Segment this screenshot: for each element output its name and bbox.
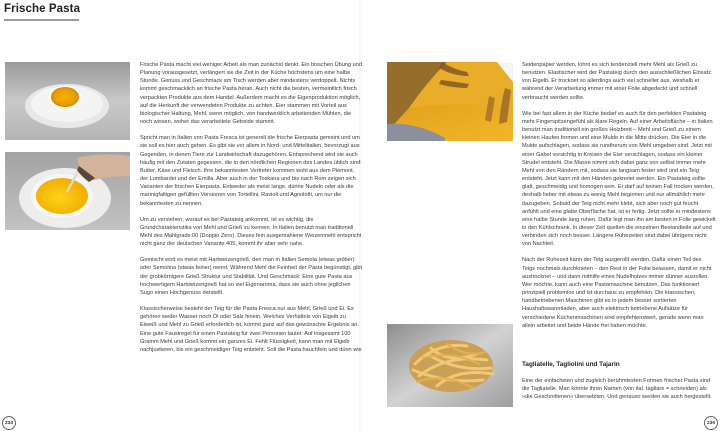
egg-in-flour-photo [5,62,130,140]
title-underline [4,19,79,21]
body-paragraph: Gemischt wird es meist mit Hartweizengrieß, den man in Italien Semola (etwas gröber) oder Semolina (etwas feiner) nennt. Während Mehl die Feinheit der Pasta begünstigt, gibt der grobkörnigere Grieß Struktur und Stabilität. Und Geschmack: Eine gute Pasta aus hochwertigem Hartweizengrieß hat so viel Eigenaroma, dass sie auch ohne jeglichen Sugo einen Hochgenuss darstellt. [140,257,363,296]
page-number-left: 234 [2,416,16,430]
rolling-dough-photo [387,62,513,141]
body-paragraph: Seidenpapier werden, lohnt es sich tendenziell mehr Mehl als Grieß zu benutzen. Elastischer wird der Pastateig durch den ausschließlichen Einsatz von Eigelb. Er trocknet so allerdings auch viel schneller aus, weshalb er während der Verarbeitung immer mit einer Folie abgedeckt und schnell verbraucht werden sollte. [522,62,712,101]
right-page-section [522,361,716,410]
body-paragraph: Um zu verstehen, worauf es bei Pastateig ankommt, ist es wichtig, die Grundcharakteristika von Mehl und Grieß zu kennen. In Italien benutzt man traditionell Mehl des Mahlgrads 00 (Doppio Zero). Dieses fein ausgemahlene Weizenmehl entspricht nicht ganz der deutschen Variante 405, kommt ihr aber sehr nahe. [140,216,362,248]
page-title: Frische Pasta [4,3,81,15]
body-paragraph: Eine der einfachsten und zugleich berühmtesten Formen frischer Pasta sind die Tagliatelle. Man könnte ihren Namen (von ital. tagliare = schneiden) als »die Geschnittenen« übersetzten. Und genauso werden sie auch hergestellt. [522,378,712,401]
body-paragraph: Nach der Ruhezeit kann der Teig ausgerollt werden. Dafür einen Teil des Teigs nochmals durchkneten – den Rest in der Folie belassen, damit er nicht austrocknet – und dann mithilfe eines Nudelholzes immer dünner ausrollen. Wer möchte, kann auch eine Pastamaschine benutzen. Das funktioniert prinzipiell problemlos und ist durchaus zu empfehlen. Die klassischen, handbetriebenen Maschinen gibt es in jedem besser sortierten Haushaltswarenladen, aber auch elektrisch betriebene Aufsätze für verschiedene Küchenmaschinen sind empfehlenswert, gerade wenn man allein arbeitet und beide Hände frei haben möchte. [522,257,712,329]
section-heading: Tagliatelle, Tagliolini und Tajarin [522,361,620,368]
right-page-body [522,61,716,338]
body-paragraph: Spricht man in Italien von Pasta Fresca ist generell die frische Eierpasta gemeint und um sie soll es hier auch gehen. Es gibt sie vor allem in Nord- und Mittelitalien, bevorzugt aus Gegenden, in denen Tiere zur Landwirtschaft dazugehören. Entsprechend wird sie auch häufig mit den Zutaten gegessen, die in den nördlichen Regionen des Landes üblich sind: Butter, Käse und Fleisch. Ihre bekanntesten Vertreter kommen wohl aus dem Piemont, der Lombardei und der Emilia. Aber auch in der Toskana und bis nach Rom zeigen sich Varianten der frischen Eierpasta. Entweder als meist lange, dünne Nudeln oder als die mannigfaltigen gefüllten Versionen von Tortellini, Ravioli und Agnolotti, um nur die bekanntesten zu nennen. [140,135,362,207]
left-page-body [140,61,362,362]
body-paragraph: Klassischerweise besteht der Teig für die Pasta Fresca nur aus Mehl, Grieß und Ei. Es gehören weder Wasser noch Öl oder Salz hinein. Welches Verhältnis von Eigelb zu Eiweiß und Mehl zu Grieß erforderlich ist, kommt ganz auf das gewünschte Ergebnis an. Eine gute Faustregel für einen Pastateig für zwei Personen lautet: Auf insgesamt 100 Gramm Mehl und Grieß kommt ein ganzes Ei. Fehlt Flüssigkeit, kann man mit Eigelb nachjustieren, bis ein geschmeidiger Teig entsteht. Soll die Pasta hauchfein und dünn wie [140,306,362,353]
body-paragraph: Wie bei fast allem in der Küche bedarf es auch für den perfekten Pastateig mehr Fingerspitzengefühl als klare Regeln. Auf einer Arbeitsfläche – in Italien benutzt man traditionell ein großes Holzbrett – Mehl und Grieß zu einem kleinen Haufen formen und eine Mulde in die Mitte drücken. Die Eier in die Mulde aufschlagen, sodass sie rundherum von Mehl umgeben sind. Jetzt mit einer Gabel vorsichtig in Kreisen die Eier verschlagen, sodass ein kleiner Strudel entsteht. Die Masse nimmt sich dabei ganz von selbst immer mehr Mehl von den Rändern mit, sodass sie langsam fester wird und ein Teig entsteht. Jetzt kann mit den Händen geknetet werden. Ein Pastateig sollte glatt, geschmeidig und homogen sein. Er darf auf keinen Fall trocken werden, deshalb lieber mit etwas zu wenig Mehl beginnen und nur allmählich mehr dazugeben. Sobald der Teig nicht mehr klebt, sich aber noch gut feucht anfühlt und eine glatte Oberfläche hat, ist er fertig. Jetzt sollte er mindestens eine halbe Stunde lang ruhen. Dafür legt man ihn am besten in Folie gewickelt in den Kühlschrank. In dieser Zeit quellen die einzelnen Bestandteile auf und verbinden sich noch besser. Längere Ruhezeiten sind dabei übrigens nicht von Nachteil. [522,110,716,248]
whisking-eggs-photo [5,152,130,230]
tagliatelle-nest-photo [387,324,513,407]
body-paragraph: Frische Pasta macht viel weniger Arbeit als man zunächst denkt. Ein bisschen Übung und Planung vorausgesetzt, verlängert sie die Zeit in der Küche höchstens um eine halbe Stunde. Genuss und Geschmack am Tisch werden aber mindestens verdoppelt. Nichts kommt geschmacklich an frische Pasta heran. Auch nicht die besten, vermeintlich frisch verpackten Produkte aus dem Handel. Außerdem macht es die Eigenproduktion möglich, auf die Herkunft der verwendeten Produkte zu achten. Eier stammen mit Vorteil aus biologischer Haltung, Mehl, wenn möglich, von handwerklich arbeitenden Mühlen, die noch wissen, woher das verarbeitete Getreide stammt. [140,62,363,126]
page-number-right: 235 [704,416,718,430]
